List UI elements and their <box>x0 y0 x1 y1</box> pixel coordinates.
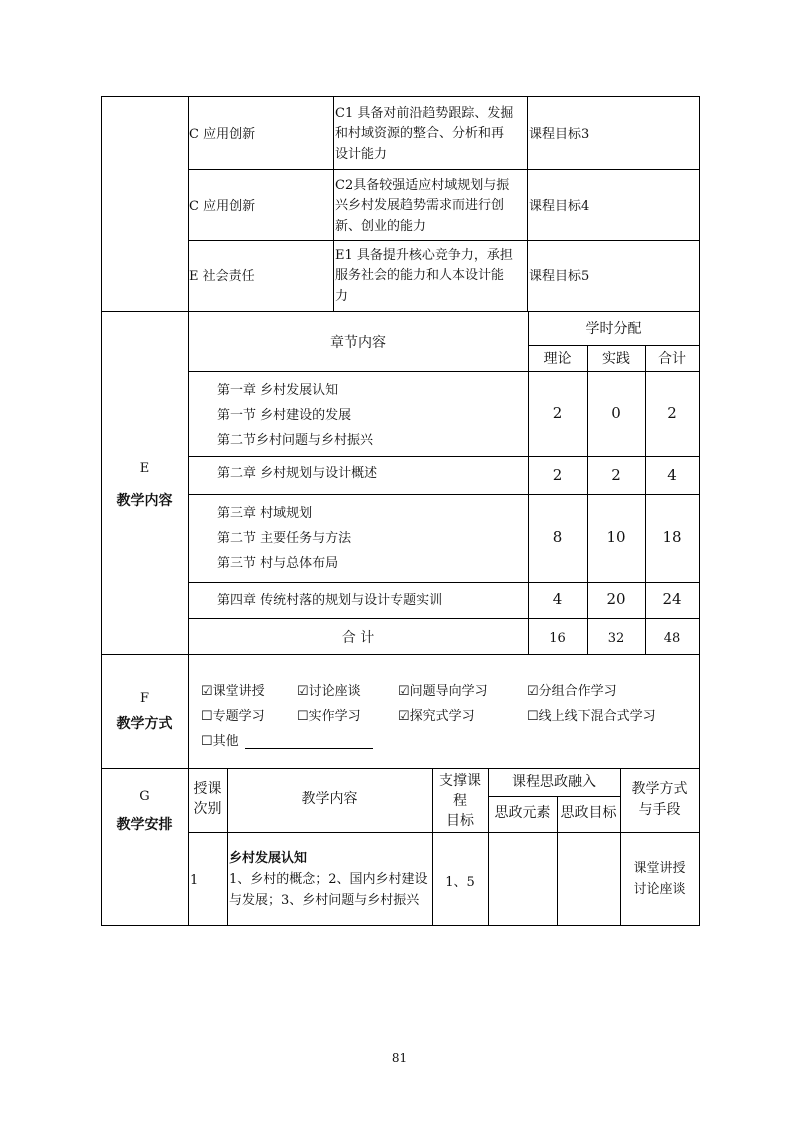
method-header: 教学方式 <box>631 781 688 797</box>
objective-category: E 社会责任 <box>189 269 255 284</box>
lesson-line: 与发展；3、乡村问题与乡村振兴 <box>229 893 420 908</box>
session-header: 授课 <box>193 781 222 797</box>
method-label: 线上线下混合式学习 <box>538 709 656 724</box>
hours-header: 学时分配 <box>585 321 642 337</box>
chapter-line: 第四章 传统村落的规划与设计专题实训 <box>217 593 443 608</box>
checkbox-icon: ☑ <box>297 684 309 699</box>
checkbox-icon: ☑ <box>398 684 410 699</box>
theory-value: 2 <box>552 466 563 484</box>
lesson-line: 1、乡村的概念；2、国内乡村建设 <box>229 872 428 887</box>
chapter-line: 第二节 主要任务与方法 <box>217 531 352 546</box>
ideology-header: 课程思政融入 <box>512 774 596 790</box>
objective-desc-line: C2具备较强适应村域规划与振 <box>335 178 510 193</box>
checkbox-empty-icon: ☐ <box>201 734 213 749</box>
objective-desc-line: 服务社会的能力和人本设计能 <box>335 268 505 283</box>
chapter-line: 第一章 乡村发展认知 <box>217 383 339 398</box>
method-checkbox[interactable] <box>398 710 475 723</box>
method-checkbox[interactable] <box>398 685 488 698</box>
total-value: 4 <box>667 466 677 484</box>
objective-desc-line: E1 具备提升核心竞争力，承担 <box>335 248 513 263</box>
objective-desc-line: 力 <box>335 289 349 304</box>
session-value: 1 <box>190 873 199 888</box>
objective-desc-line: 和村域资源的整合、分析和再 <box>335 126 505 141</box>
objective-target: 课程目标4 <box>529 199 590 214</box>
method-value: 讨论座谈 <box>633 882 686 897</box>
total-value: 2 <box>667 404 677 422</box>
sum-practice: 32 <box>607 631 625 646</box>
method-value: 课堂讲授 <box>633 861 686 876</box>
practice-header: 实践 <box>602 351 630 367</box>
sum-total: 48 <box>663 631 681 646</box>
objective-desc-line: 设计能力 <box>335 147 388 162</box>
checkbox-icon: ☑ <box>201 684 213 699</box>
method-checkbox[interactable] <box>201 735 239 748</box>
content-header: 教学内容 <box>301 791 358 807</box>
support-value: 1、5 <box>445 875 475 890</box>
method-checkbox[interactable] <box>201 710 265 723</box>
support-header: 程 <box>453 793 467 809</box>
goals-header: 思政目标 <box>560 805 617 821</box>
method-checkbox[interactable] <box>297 710 361 723</box>
objective-desc-line: C1 具备对前沿趋势跟踪、发掘 <box>335 106 514 121</box>
method-checkbox[interactable] <box>527 710 656 723</box>
method-label: 讨论座谈 <box>308 684 361 699</box>
support-header: 支撑课 <box>439 773 481 789</box>
chapter-line: 第二节乡村问题与乡村振兴 <box>217 433 374 448</box>
method-label: 其他 <box>212 734 239 749</box>
objective-desc-line: 兴乡村发展趋势需求而进行创 <box>335 198 505 213</box>
checkbox-empty-icon: ☐ <box>201 709 213 724</box>
objective-desc-line: 新、创业的能力 <box>335 219 427 234</box>
page-number: 81 <box>391 1051 408 1065</box>
theory-value: 8 <box>552 528 563 546</box>
section-title: 教学内容 <box>116 493 173 509</box>
method-header: 与手段 <box>638 802 681 818</box>
method-checkbox[interactable] <box>201 685 265 698</box>
section-letter: E <box>139 461 150 476</box>
chapter-line: 第三章 村域规划 <box>217 506 313 521</box>
objective-target: 课程目标3 <box>529 127 590 142</box>
method-checkbox[interactable] <box>297 685 361 698</box>
total-header: 合计 <box>658 351 686 367</box>
method-checkbox[interactable] <box>527 685 617 698</box>
support-header: 目标 <box>446 813 474 829</box>
practice-value: 20 <box>606 590 626 608</box>
checkbox-empty-icon: ☐ <box>527 709 539 724</box>
section-letter: G <box>139 789 150 804</box>
method-label: 问题导向学习 <box>409 684 488 699</box>
chapter-line: 第三节 村与总体布局 <box>217 556 339 571</box>
section-title: 教学方式 <box>116 716 173 732</box>
theory-value: 2 <box>552 404 563 422</box>
elements-header: 思政元素 <box>494 805 551 821</box>
practice-value: 2 <box>611 466 621 484</box>
method-label: 分组合作学习 <box>538 684 617 699</box>
section-letter: F <box>139 691 150 706</box>
checkbox-empty-icon: ☐ <box>297 709 309 724</box>
chapter-line: 第一节 乡村建设的发展 <box>217 408 352 423</box>
checkbox-icon: ☑ <box>398 709 410 724</box>
objective-category: C 应用创新 <box>189 127 256 142</box>
chapter-line: 第二章 乡村规划与设计概述 <box>217 466 378 481</box>
session-header: 次别 <box>193 801 222 817</box>
checkbox-icon: ☑ <box>527 684 539 699</box>
objective-target: 课程目标5 <box>529 269 590 284</box>
method-label: 探究式学习 <box>409 709 475 724</box>
total-value: 18 <box>662 528 682 546</box>
practice-value: 0 <box>611 404 621 422</box>
objective-category: C 应用创新 <box>189 199 256 214</box>
other-blank[interactable] <box>245 748 373 749</box>
lesson-title: 乡村发展认知 <box>229 851 308 866</box>
method-label: 专题学习 <box>212 709 265 724</box>
method-label: 实作学习 <box>308 709 361 724</box>
sum-theory: 16 <box>549 631 566 646</box>
practice-value: 10 <box>606 528 626 546</box>
section-title: 教学安排 <box>116 817 173 833</box>
chapter-header: 章节内容 <box>330 335 386 351</box>
sum-label: 合 计 <box>341 630 375 646</box>
total-value: 24 <box>662 590 682 608</box>
method-label: 课堂讲授 <box>212 684 265 699</box>
theory-value: 4 <box>552 590 563 608</box>
theory-header: 理论 <box>543 351 572 367</box>
